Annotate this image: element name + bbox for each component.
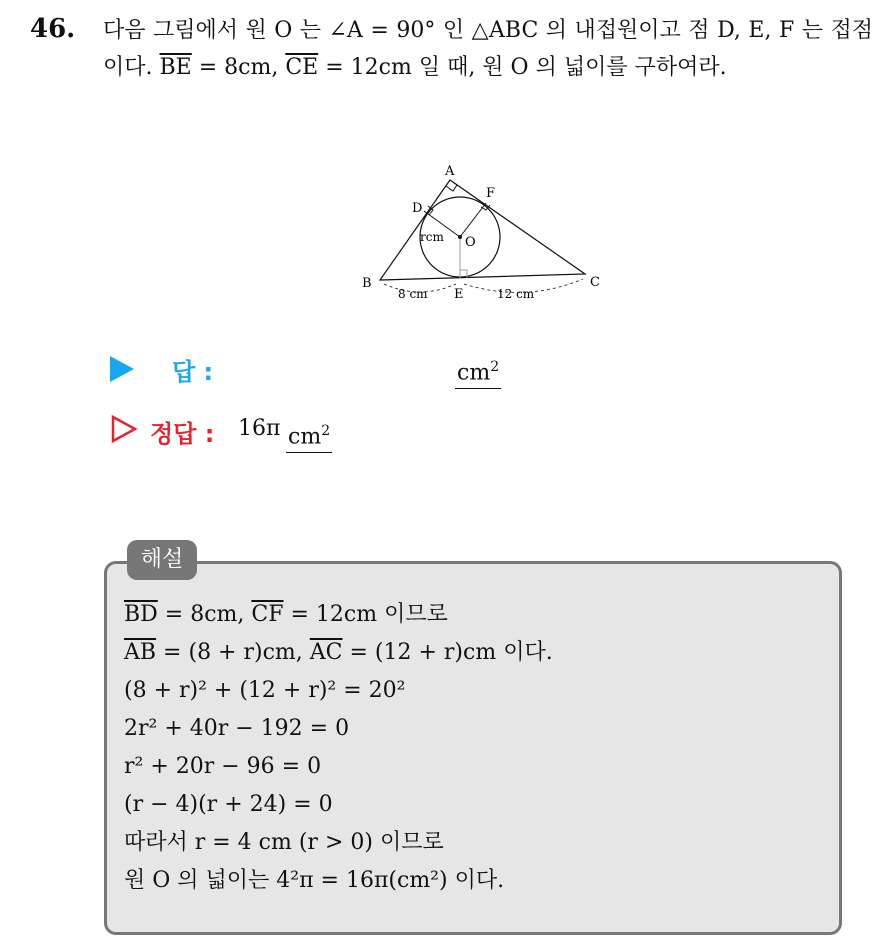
segment-ac: $\overline{AC}$ bbox=[309, 640, 343, 665]
solution-line-1-t2: = 12cm 이므로 bbox=[283, 602, 448, 627]
solution-line-6: (r − 4)(r + 24) = 0 bbox=[124, 792, 333, 817]
right-angle-a bbox=[446, 185, 457, 191]
play-triangle-icon bbox=[110, 356, 134, 382]
solution-lines bbox=[124, 596, 553, 900]
label-be-length: 8 cm bbox=[398, 287, 428, 301]
segment-bd: $\overline{BD}$ bbox=[124, 602, 158, 627]
center-dot bbox=[458, 235, 462, 239]
solution-line-2-t2: = (12 + r)cm 이다. bbox=[342, 640, 553, 665]
segment-ab: $\overline{AB}$ bbox=[124, 640, 157, 665]
answer-blank-row bbox=[110, 352, 610, 388]
segment-cf: $\overline{CF}$ bbox=[251, 602, 284, 627]
solution-line-4: 2r² + 40r − 192 = 0 bbox=[124, 716, 350, 741]
solution-line-2 bbox=[124, 634, 553, 672]
answer-label: 정답 : bbox=[150, 420, 215, 448]
solution-line-1 bbox=[124, 596, 553, 634]
solution-tag: 해설 bbox=[127, 540, 197, 580]
answer-blank-unit-exp: 2 bbox=[490, 359, 500, 375]
label-o: O bbox=[465, 235, 476, 250]
answer-unit bbox=[286, 416, 332, 453]
question-text-part3: = 12cm 일 때, 원 O 의 넓이를 구하여라. bbox=[318, 55, 727, 80]
solution-line-3: (8 + r)² + (12 + r)² = 20² bbox=[124, 678, 406, 703]
solution-line-2-t1: = (8 + r)cm, bbox=[156, 640, 310, 665]
question-number: 46. bbox=[30, 14, 76, 44]
answer-blank-label: 답 : bbox=[172, 358, 214, 386]
answer-blank-field[interactable] bbox=[455, 352, 501, 389]
segment-ce: $\overline{CE}$ bbox=[285, 55, 319, 80]
outline-triangle-icon bbox=[110, 414, 138, 444]
answer-unit-exp: 2 bbox=[321, 423, 331, 439]
label-d: D bbox=[412, 201, 423, 216]
triangle-abc bbox=[380, 180, 585, 280]
label-b: B bbox=[362, 276, 372, 291]
answer-unit-text: cm bbox=[288, 424, 322, 450]
solution-line-5: r² + 20r − 96 = 0 bbox=[124, 754, 322, 779]
segment-be: $\overline{BE}$ bbox=[159, 55, 192, 80]
answer-blank-unit: cm bbox=[457, 360, 491, 386]
question-text-part2: = 8cm, bbox=[191, 55, 286, 80]
label-f: F bbox=[486, 186, 496, 201]
answer-value: 16π bbox=[238, 416, 281, 441]
solution-line-7: 따라서 r = 4 cm (r > 0) 이므로 bbox=[124, 830, 444, 855]
solution-line-1-t1: = 8cm, bbox=[157, 602, 252, 627]
label-e: E bbox=[454, 287, 464, 302]
question-text-part1: 다음 그림에서 원 O 는 ∠A = 90° 인 △ABC 의 내접원이고 점 D, E, F 는 접점이다. bbox=[103, 18, 873, 80]
solution-line-8: 원 O 의 넓이는 4²π = 16π(cm²) 이다. bbox=[124, 868, 505, 893]
label-ce-length: 12 cm bbox=[497, 287, 535, 301]
label-radius: rcm bbox=[420, 230, 444, 244]
label-a: A bbox=[445, 164, 455, 179]
label-c: C bbox=[590, 275, 600, 290]
triangle-incircle-diagram bbox=[340, 155, 620, 315]
answer-row bbox=[110, 412, 610, 452]
question-text bbox=[103, 12, 873, 86]
